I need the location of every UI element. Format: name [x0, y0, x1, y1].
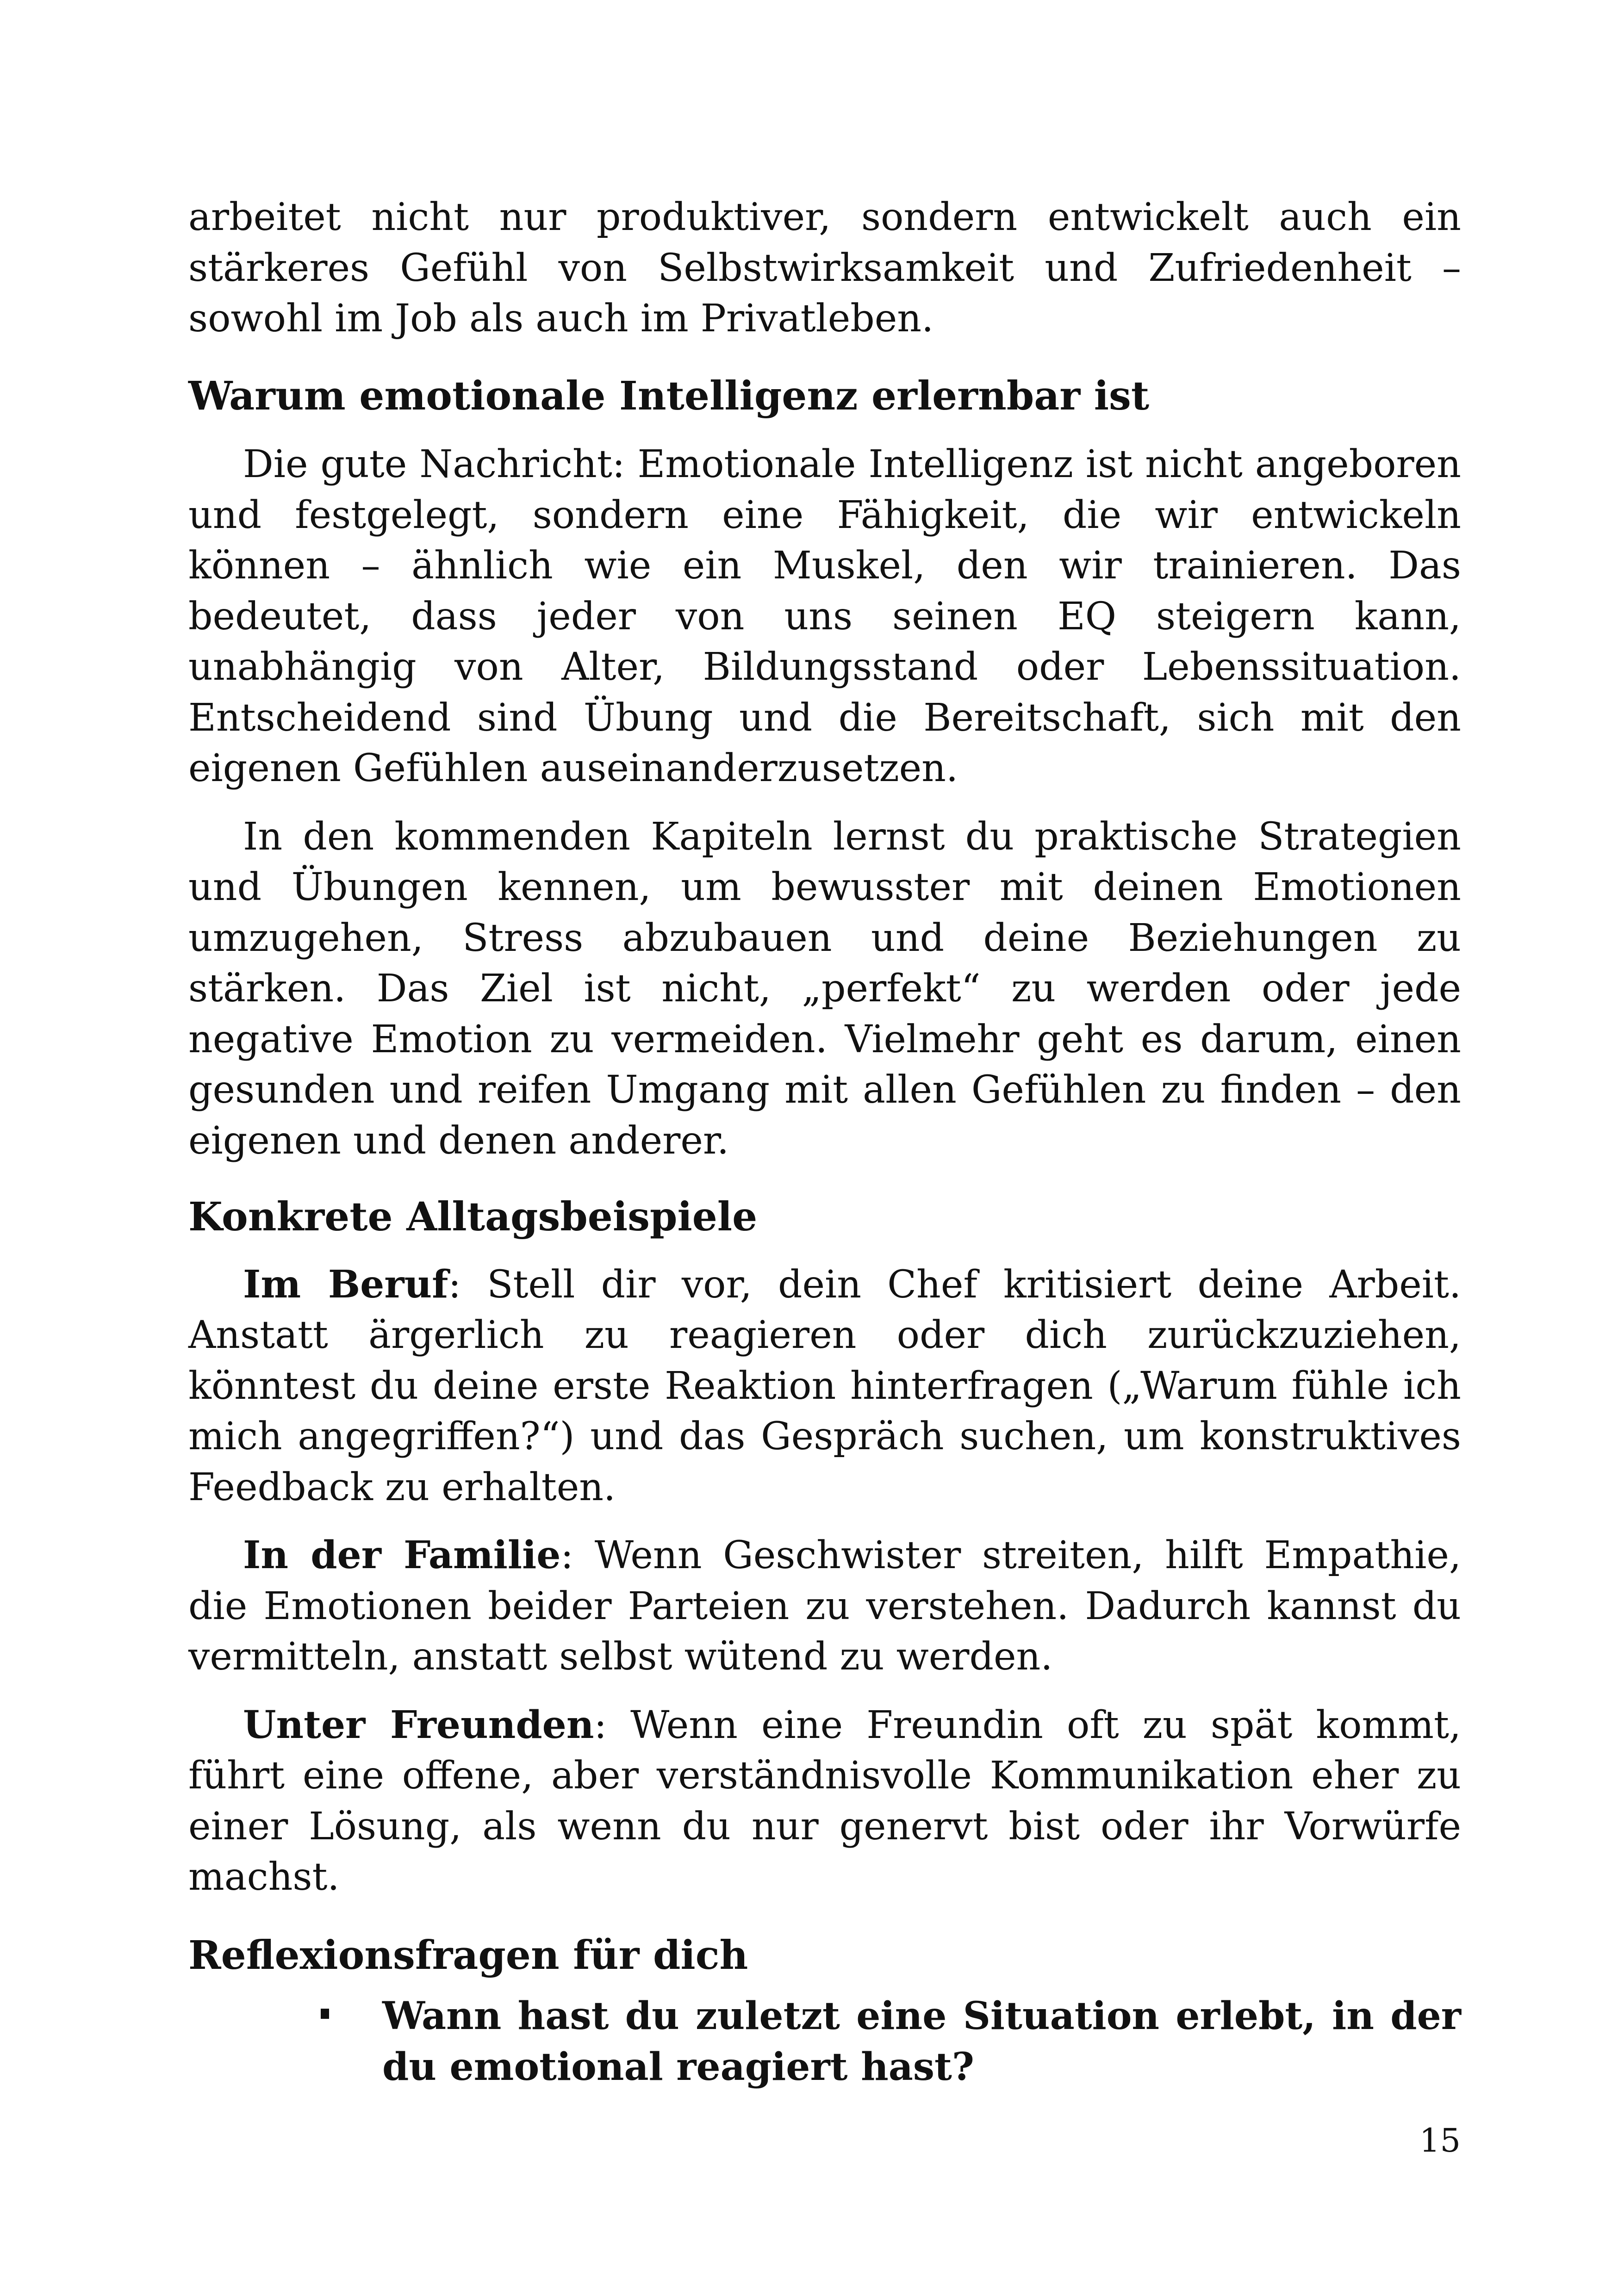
example-beruf-lead: Im Beruf: [243, 1262, 448, 1307]
heading-erlernbar: Warum emotionale Intelligenz erlernbar ist: [188, 372, 1150, 419]
example-freunden: [188, 1700, 1461, 1903]
heading-alltagsbeispiele: Konkrete Alltagsbeispiele: [188, 1194, 758, 1240]
example-familie: [188, 1530, 1461, 1682]
example-beruf: [188, 1260, 1461, 1513]
example-beruf-text: : Stell dir vor, dein Chef kritisiert deine Arbeit. Anstatt ärgerlich zu reagieren oder dich zurückzuziehen, könntest du deine erste Reaktion hinterfragen („Warum fühle ich mich angegriffen?“) und das Gespräch suchen, um konstruktives Feedback zu erhalten.: [188, 1262, 1462, 1509]
reflection-questions-list: [188, 1991, 1461, 2092]
square-bullet-icon: [321, 2009, 329, 2019]
heading-reflexionsfragen: Reflexionsfragen für dich: [188, 1932, 748, 1979]
list-item: [188, 1991, 1461, 2092]
example-freunden-text: : Wenn eine Freundin oft zu spät kommt, führt eine offene, aber verständnisvolle Kommunikation eher zu einer Lösung, als wenn du nur genervt bist oder ihr Vorwürfe machst.: [188, 1703, 1461, 1899]
paragraph-kommende-kapitel: In den kommenden Kapiteln lernst du praktische Strategien und Übungen kennen, um bewusster mit deinen Emotionen umzugehen, Stress abzubauen und deine Beziehungen zu stärken. Das Ziel ist nicht, „perfekt“ zu werden oder jede negative Emotion zu vermeiden. Vielmehr geht es darum, einen gesunden und reifen Umgang mit allen Gefühlen zu finden – den eigenen und denen anderer.: [188, 814, 1461, 1163]
paragraph-gute-nachricht: Die gute Nachricht: Emotionale Intelligenz ist nicht angeboren und festgelegt, sondern eine Fähigkeit, die wir entwickeln können – ähnlich wie ein Muskel, den wir trainieren. Das bedeutet, dass jeder von uns seinen EQ steigern kann, unabhängig von Alter, Bildungsstand oder Lebenssituation. Entscheidend sind Übung und die Bereitschaft, sich mit den eigenen Gefühlen auseinanderzusetzen.: [188, 442, 1461, 790]
example-freunden-lead: Unter Freunden: [243, 1702, 594, 1747]
book-page: [188, 192, 1461, 2092]
example-familie-lead: In der Familie: [243, 1533, 561, 1577]
example-familie-text: : Wenn Geschwister streiten, hilft Empathie, die Emotionen beider Parteien zu verstehen. Dadurch kannst du vermitteln, anstatt selbst wütend zu werden.: [188, 1533, 1462, 1679]
question-text: Wann hast du zuletzt eine Situation erlebt, in der du emotional reagiert hast?: [382, 1994, 1461, 2089]
page-number: 15: [1419, 2122, 1461, 2159]
intro-paragraph: arbeitet nicht nur produktiver, sondern entwickelt auch ein stärkeres Gefühl von Selbstwirksamkeit und Zufriedenheit – sowohl im Job als auch im Privatleben.: [188, 195, 1461, 341]
